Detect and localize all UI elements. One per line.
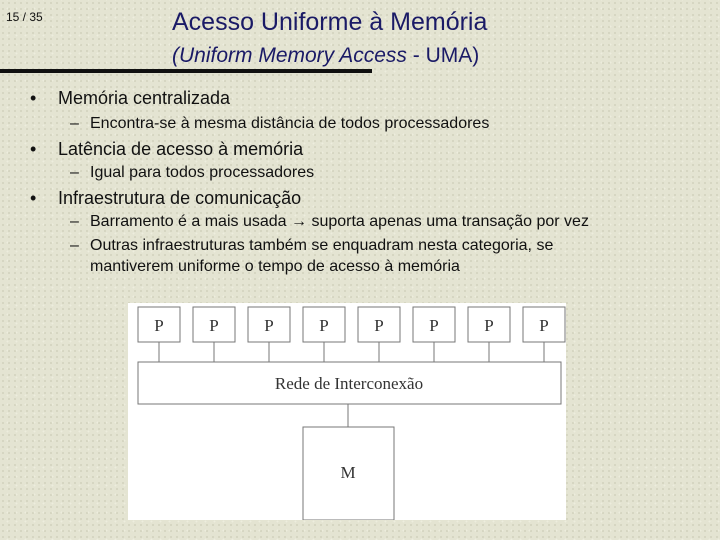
dash: – bbox=[70, 237, 79, 254]
sub-bullet-text: suporta apenas uma transação por vez bbox=[311, 213, 589, 230]
interconnect-label: Rede de Interconexão bbox=[274, 374, 424, 393]
processor-group bbox=[138, 307, 565, 362]
page-number: 15 / 35 bbox=[6, 10, 43, 24]
bullet-text: Memória centralizada bbox=[58, 88, 231, 108]
sub-bullet-text: Barramento é a mais usada bbox=[90, 213, 287, 230]
processor-label: P bbox=[319, 316, 329, 335]
title-underline bbox=[0, 69, 372, 73]
sub-bullet-item bbox=[70, 115, 489, 133]
processor-label: P bbox=[264, 316, 274, 335]
bullet-item bbox=[30, 188, 301, 209]
memory-label: M bbox=[340, 463, 356, 482]
bullet-text: Latência de acesso à memória bbox=[58, 139, 304, 159]
subtitle-rest: - UMA) bbox=[406, 44, 480, 67]
sub-bullet-item bbox=[70, 164, 314, 182]
dash: – bbox=[70, 213, 79, 230]
processor-label: P bbox=[209, 316, 219, 335]
bullet-dot: • bbox=[30, 139, 37, 159]
processor-label: P bbox=[154, 316, 164, 335]
processor-label: P bbox=[429, 316, 439, 335]
bullet-dot: • bbox=[30, 188, 37, 208]
bullet-text: Infraestrutura de comunicação bbox=[58, 188, 302, 208]
slide-subtitle bbox=[172, 44, 479, 68]
processor-label: P bbox=[539, 316, 549, 335]
uma-diagram bbox=[128, 303, 566, 520]
sub-bullet-text: mantiverem uniforme o tempo de acesso à memória bbox=[90, 258, 460, 275]
slide-title: Acesso Uniforme à Memória bbox=[172, 8, 488, 36]
bullet-item bbox=[30, 88, 230, 109]
subtitle-italic: (Uniform Memory Access bbox=[172, 44, 407, 67]
bullet-dot: • bbox=[30, 88, 37, 108]
processor-label: P bbox=[374, 316, 384, 335]
processor-label: P bbox=[484, 316, 494, 335]
sub-bullet-text: Igual para todos processadores bbox=[90, 164, 315, 181]
sub-bullet-item bbox=[70, 213, 589, 231]
arrow-right-icon: → bbox=[291, 213, 307, 230]
uma-diagram-svg bbox=[128, 303, 566, 520]
dash: – bbox=[70, 115, 79, 132]
dash: – bbox=[70, 164, 79, 181]
sub-bullet-continuation bbox=[90, 258, 460, 276]
sub-bullet-text: Outras infraestruturas também se enquadram nesta categoria, se bbox=[90, 237, 554, 254]
bullet-item bbox=[30, 139, 303, 160]
sub-bullet-item bbox=[70, 237, 553, 255]
sub-bullet-text: Encontra-se à mesma distância de todos processadores bbox=[90, 115, 490, 132]
